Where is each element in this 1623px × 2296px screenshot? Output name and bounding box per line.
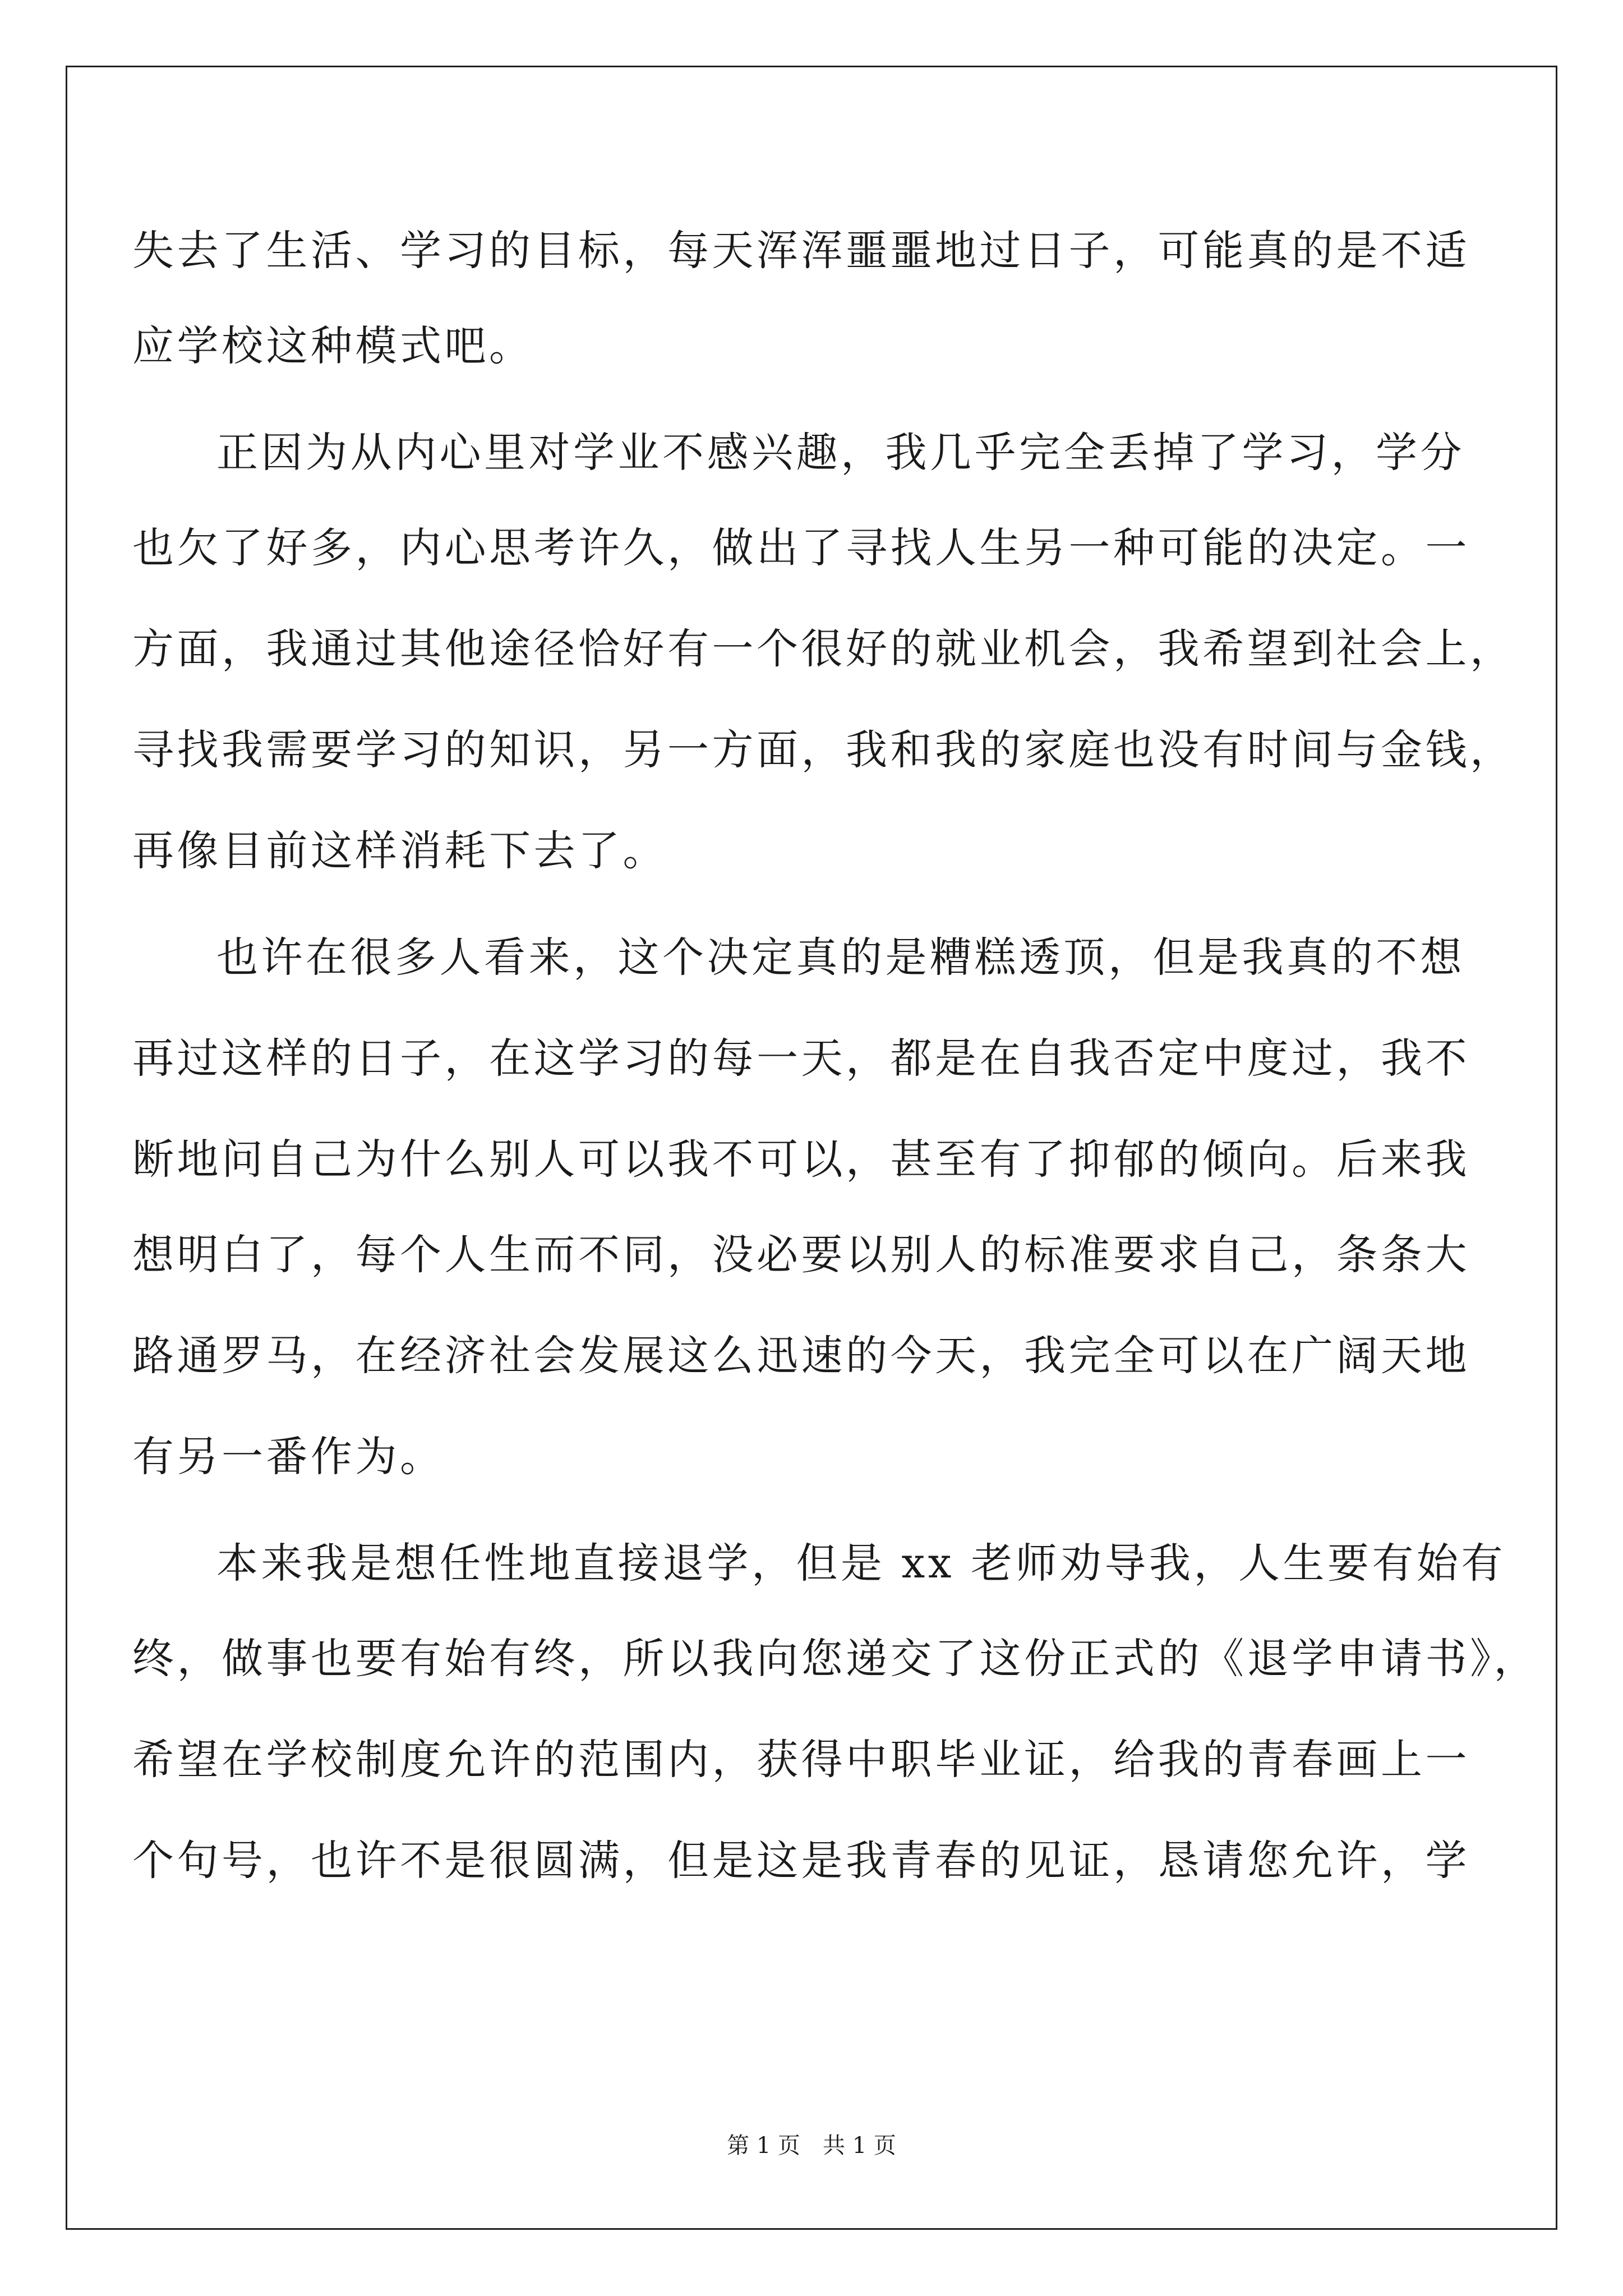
text-line: 个句号，也许不是很圆满，但是这是我青春的见证，恳请您允许，学 <box>132 1837 1470 1885</box>
page-total: 共 1 页 <box>823 2133 896 2159</box>
text-line: 断地问自己为什么别人可以我不可以，甚至有了抑郁的倾向。后来我 <box>132 1135 1470 1184</box>
page-footer <box>0 2129 1623 2162</box>
text-line: 寻找我需要学习的知识，另一方面，我和我的家庭也没有时间与金钱， <box>132 726 1515 774</box>
text-line: 希望在学校制度允许的范围内，获得中职毕业证，给我的青春画上一 <box>132 1736 1470 1784</box>
text-line: 想明白了，每个人生而不同，没必要以别人的标准要求自己，条条大 <box>132 1231 1470 1279</box>
text-line: 也欠了好多，内心思考许久，做出了寻找人生另一种可能的决定。一 <box>132 524 1470 572</box>
text-line: 方面，我通过其他途径恰好有一个很好的就业机会，我希望到社会上， <box>132 625 1515 673</box>
page-number: 第 1 页 <box>727 2133 800 2159</box>
text-line: 终，做事也要有始有终，所以我向您递交了这份正式的《退学申请书》， <box>132 1635 1538 1683</box>
text-line: 本来我是想任性地直接退学，但是 xx 老师劝导我，人生要有始有 <box>216 1539 1506 1588</box>
text-line: 有另一番作为。 <box>132 1433 445 1481</box>
text-line: 再像目前这样消耗下去了。 <box>132 827 667 875</box>
text-line: 也许在很多人看来，这个决定真的是糟糕透顶，但是我真的不想 <box>216 933 1465 982</box>
text-line: 路通罗马，在经济社会发展这么迅速的今天，我完全可以在广阔天地 <box>132 1332 1470 1380</box>
text-line: 再过这样的日子，在这学习的每一天，都是在自我否定中度过，我不 <box>132 1034 1470 1083</box>
text-line: 正因为从内心里对学业不感兴趣，我几乎完全丢掉了学习，学分 <box>216 429 1465 477</box>
text-line: 应学校这种模式吧。 <box>132 322 534 370</box>
text-line: 失去了生活、学习的目标，每天浑浑噩噩地过日子，可能真的是不适 <box>132 227 1470 275</box>
